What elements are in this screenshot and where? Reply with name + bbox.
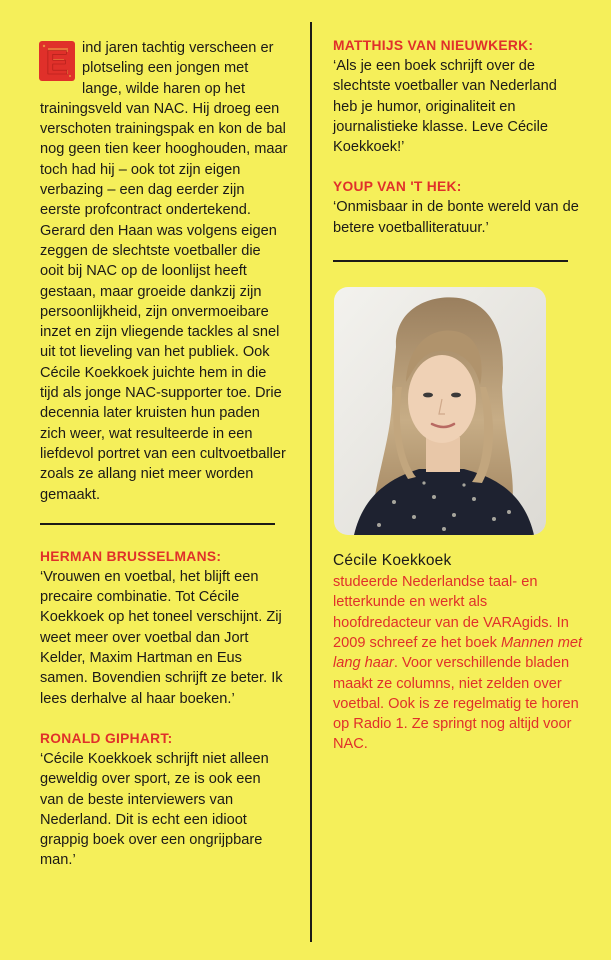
- intro-paragraph-1: ind jaren tachtig verscheen er plotseling een jongen met lange, wilde haren op het trainingsveld van NAC. Hij droeg een verschoten trainingspak en kon de bal nog geen tien keer hooghouden, maar toch had hij – ook tot zijn eigen verbazing – een dag eerder zijn eerste profcontract ondertekend.: [40, 40, 288, 219]
- author-portrait-icon: [334, 287, 546, 535]
- right-column: [333, 36, 583, 755]
- quote-van-nieuwkerk: [333, 36, 583, 157]
- book-title: Mannen met lang haar: [333, 634, 583, 672]
- quote-author: RONALD GIPHART:: [40, 730, 173, 746]
- quote-brusselmans: [40, 547, 288, 709]
- quote-author: MATTHIJS VAN NIEUWKERK:: [333, 38, 534, 53]
- section-rule: [333, 260, 568, 262]
- author-bio: [333, 572, 583, 755]
- author-name: Cécile Koekkoek: [333, 552, 452, 570]
- quote-author: YOUP VAN 'T HEK:: [333, 179, 462, 195]
- quote-text: ‘Cécile Koekkoek schrijft niet alleen geweldig over sport, ze is ook een van de beste interviewers van Nederland. Dit is echt een idioot grappig boek over een ongrijpbare man.’: [40, 750, 269, 869]
- quote-author: HERMAN BRUSSELMANS:: [40, 548, 222, 564]
- quote-van-t-hek: [333, 177, 583, 238]
- quote-giphart: [40, 729, 288, 871]
- dropcap-e: [38, 40, 76, 82]
- bio-text: studeerde Nederlandse taal- en letterkunde en werkt als hoofdredacteur van de VARAgids. In 2009 schreef ze het boek: [333, 574, 569, 651]
- intro-text: [40, 38, 288, 505]
- bio-text: . Voor verschillende bladen maakt ze columns, niet zelden over voetbal. Ook is ze regelmatig te horen op Radio 1. Ze springt nog altijd voor NAC.: [333, 655, 579, 753]
- column-divider: [310, 22, 312, 942]
- svg-text:E: E: [45, 44, 69, 82]
- intro-paragraph-2: Gerard den Haan was volgens eigen zeggen de slechtste voetballer die ooit bij NAC op de loonlijst heeft gestaan, maar groeide dankzij zijn persoonlijkheid, zijn onvermoeibare inzet en zijn vliegende tackles al snel uit tot lieveling van het publiek. Ook Cécile Koekkoek juichte hem in die tijd als jonge NAC-supporter toe. Drie decennia later kruisten hun paden zich weer, wat resulteerde in een liefdevol portret van een cultvoetballer zoals ze allang niet meer worden gemaakt.: [40, 222, 286, 503]
- dropcap-e-icon: [38, 40, 76, 82]
- author-photo: [334, 287, 546, 535]
- quote-text: ‘Vrouwen en voetbal, het blijft een precaire combinatie. Tot Cécile Koekkoek op het toneel verschijnt. Zij weet meer over voetbal dan Jort Kelder, Maxim Hartman en Eus samen. Bovendien schrijft ze beter. Ik lees derhalve al haar boeken.’: [40, 568, 283, 707]
- quote-text: ‘Onmisbaar in de bonte wereld van de betere voetballiteratuur.’: [333, 199, 579, 236]
- left-column: [40, 38, 288, 871]
- section-rule: [40, 523, 275, 525]
- quote-text: ‘Als je een boek schrijft over de slechtste voetballer van Nederland heb je humor, originaliteit en journalistieke klasse. Leve Cécile Koekkoek!’: [333, 58, 557, 156]
